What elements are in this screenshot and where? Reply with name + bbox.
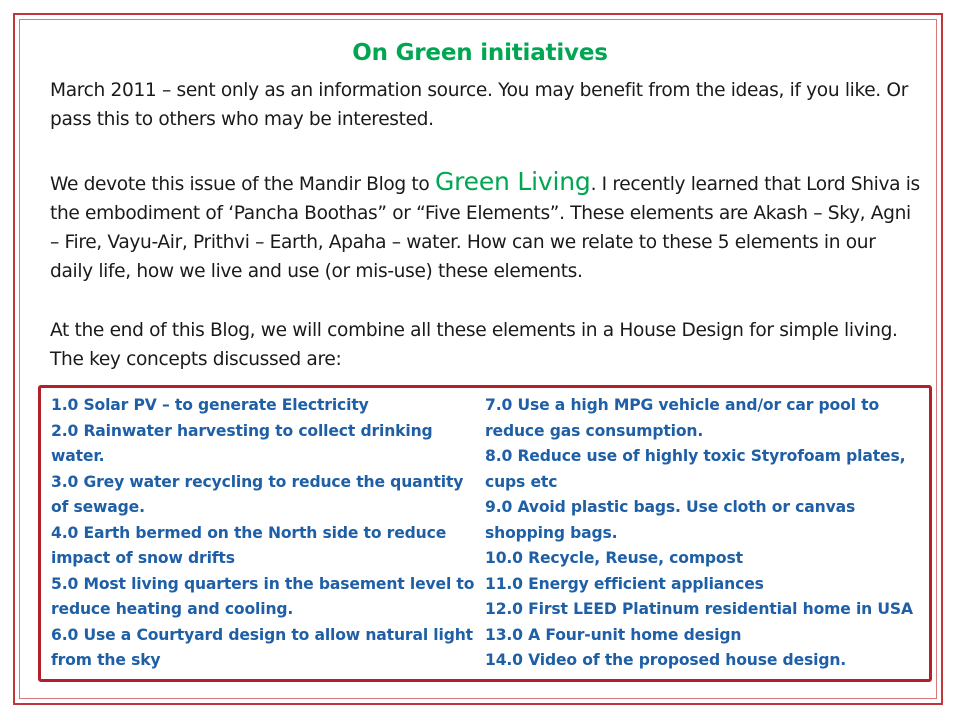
concept-item: 9.0 Avoid plastic bags. Use cloth or canvas shopping bags.: [485, 498, 856, 542]
concept-item: 4.0 Earth bermed on the North side to reduce impact of snow drifts: [51, 523, 447, 567]
para2-before: We devote this issue of the Mandir Blog to: [50, 174, 435, 195]
concept-item: 5.0 Most living quarters in the basement level to reduce heating and cooling.: [51, 574, 475, 618]
concept-item: 8.0 Reduce use of highly toxic Styrofoam plates, cups etc: [485, 447, 906, 491]
concept-item: 7.0 Use a high MPG vehicle and/or car pool to reduce gas consumption.: [485, 396, 880, 440]
concept-item: 12.0 First LEED Platinum residential home in USA: [485, 600, 913, 618]
concepts-right-column: [485, 393, 925, 674]
concept-item: 13.0 A Four-unit home design: [485, 625, 742, 644]
concepts-box: [38, 385, 932, 682]
concept-item: 14.0 Video of the proposed house design.: [485, 651, 847, 669]
concept-item: 11.0 Energy efficient appliances: [485, 574, 764, 593]
concept-item: 2.0 Rainwater harvesting to collect drinking water.: [51, 421, 433, 465]
green-living-paragraph: [50, 167, 920, 286]
slide-title: On Green initiatives: [352, 40, 608, 66]
key-concepts-intro: At the end of this Blog, we will combine all these elements in a House Design for simple living. The key concepts discussed are:: [50, 320, 898, 370]
concept-item: 3.0 Grey water recycling to reduce the quantity of sewage.: [51, 472, 464, 516]
para2-after: . I recently learned that Lord Shiva is the embodiment of ‘Pancha Boothas” or “Five Elements”. These elements are Akash – Sky, Agni – Fire, Vayu-Air, Prithvi – Earth, Apaha – water. How can we relate to these 5 elements in our daily life, how we live and use (or mis-use) these elements.: [50, 174, 920, 282]
concept-item: 10.0 Recycle, Reuse, compost: [485, 549, 743, 567]
concepts-left-column: [51, 393, 479, 674]
concept-item: 6.0 Use a Courtyard design to allow natural light from the sky: [51, 625, 473, 669]
green-living-highlight: Green Living: [434, 167, 591, 196]
concept-item: 1.0 Solar PV – to generate Electricity: [51, 396, 369, 414]
intro-paragraph: March 2011 – sent only as an information source. You may benefit from the ideas, if you like. Or pass this to others who may be interested.: [50, 80, 909, 130]
